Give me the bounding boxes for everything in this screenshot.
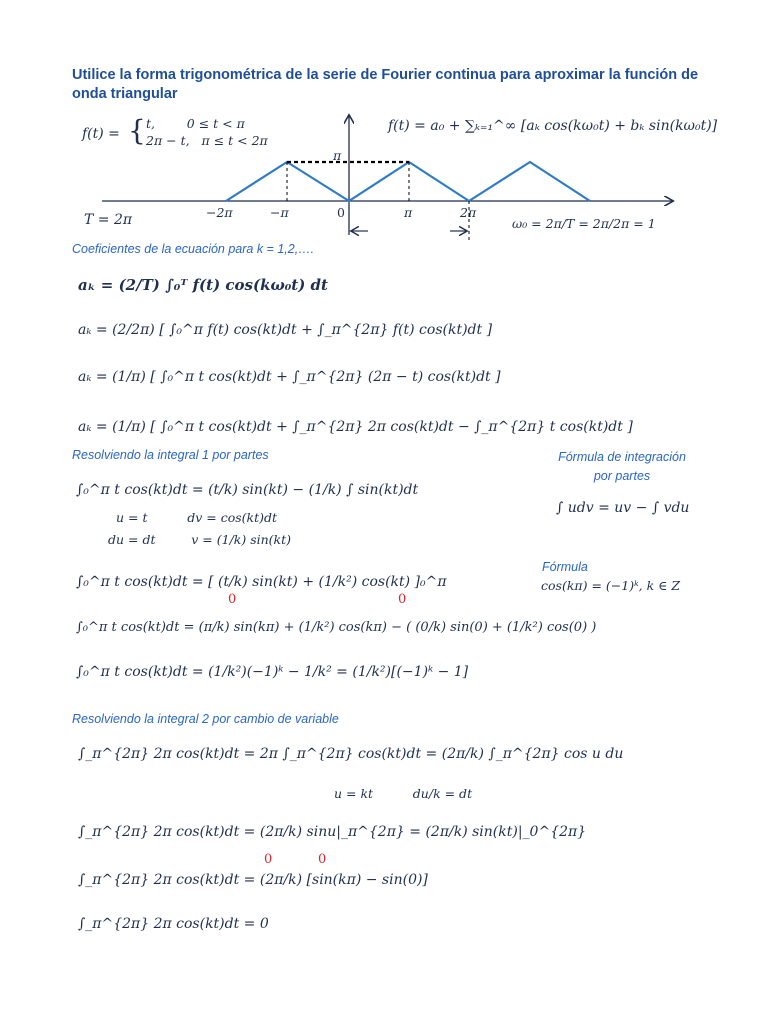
parts-line-4: ∫₀^π t cos(kt)dt = [ (t/k) sin(kt) + (1/k²) cos(kt) ]₀^π [76, 574, 447, 590]
subst-line-1: ∫_π^{2π} 2π cos(kt)dt = 2π ∫_π^{2π} cos(kt)dt = (2π/k) ∫_π^{2π} cos u du [78, 746, 624, 762]
document-title: Utilice la forma trigonométrica de la serie de Fourier continua para aproximar la función de onda triangular [72, 67, 699, 102]
tick-label-neg-pi: −π [270, 205, 289, 220]
triangle-wave [226, 162, 590, 201]
parts-line-5: ∫₀^π t cos(kt)dt = (π/k) sin(kπ) + (1/k²) cos(kπ) − ( (0/k) sin(0) + (1/k²) cos(0) ) [76, 620, 597, 635]
cos-formula: cos(kπ) = (−1)ᵏ, k ∈ Z [541, 578, 681, 593]
parts-formula: ∫ udv = uv − ∫ vdu [556, 500, 690, 516]
subst-line-5: ∫_π^{2π} 2π cos(kt)dt = 0 [78, 916, 269, 932]
coefficients-heading: Coeficientes de la ecuación para k = 1,2,…. [72, 242, 315, 256]
zero-annotation-2: 0 [398, 592, 407, 607]
parts-formula-heading: Fórmula de integración por partes [558, 450, 686, 483]
tick-label-pi: π [404, 205, 413, 220]
brace-glyph: { [128, 114, 146, 147]
period-label: T = 2π [84, 212, 133, 228]
fourier-series-formula: f(t) = a₀ + ∑ₖ₌₁^∞ [aₖ cos(kω₀t) + bₖ sin(kω₀t)] [388, 118, 718, 134]
ak-line-1: aₖ = (2/T) ∫₀ᵀ f(t) cos(kω₀t) dt [78, 276, 328, 294]
zero-annotation-1: 0 [228, 592, 237, 607]
peak-label: π [333, 148, 342, 163]
subst-line-4: ∫_π^{2π} 2π cos(kt)dt = (2π/k) [sin(kπ) − sin(0)] [78, 872, 428, 888]
zero-annotation-3: 0 [264, 852, 273, 867]
ak-line-4: aₖ = (1/π) [ ∫₀^π t cos(kt)dt + ∫_π^{2π} 2π cos(kt)dt − ∫_π^{2π} t cos(kt)dt ] [78, 419, 633, 435]
ak-line-3: aₖ = (1/π) [ ∫₀^π t cos(kt)dt + ∫_π^{2π} (2π − t) cos(kt)dt ] [78, 369, 501, 385]
piecewise-case-1: t, 0 ≤ t < π [146, 116, 245, 131]
subst-line-3: ∫_π^{2π} 2π cos(kt)dt = (2π/k) sinu|_π^{2π} = (2π/k) sin(kt)|_0^{2π} [78, 824, 587, 840]
tick-label-2pi: 2π [460, 205, 477, 220]
ak-line-2: aₖ = (2/2π) [ ∫₀^π f(t) cos(kt)dt + ∫_π^{2π} f(t) cos(kt)dt ] [78, 322, 493, 338]
parts-line-6: ∫₀^π t cos(kt)dt = (1/k²)(−1)ᵏ − 1/k² = (1/k²)[(−1)ᵏ − 1] [76, 664, 469, 680]
parts-line-2: u = t dv = cos(kt)dt [116, 510, 278, 525]
parts-line-1: ∫₀^π t cos(kt)dt = (t/k) sin(kt) − (1/k) ∫ sin(kt)dt [76, 482, 419, 498]
cos-formula-heading: Fórmula [542, 560, 588, 574]
substitution-heading: Resolviendo la integral 2 por cambio de variable [72, 712, 339, 726]
parts-heading: Resolviendo la integral 1 por partes [72, 448, 269, 462]
subst-line-2: u = kt du/k = dt [334, 786, 473, 801]
tick-label-zero: 0 [337, 205, 345, 220]
zero-annotation-4: 0 [318, 852, 327, 867]
parts-line-3: du = dt v = (1/k) sin(kt) [108, 532, 292, 547]
piecewise-case-2: 2π − t, π ≤ t < 2π [146, 133, 268, 148]
tick-label-neg-2pi: −2π [206, 205, 233, 220]
omega-label: ω₀ = 2π/T = 2π/2π = 1 [512, 216, 656, 231]
piecewise-lhs: f(t) = [82, 126, 120, 142]
